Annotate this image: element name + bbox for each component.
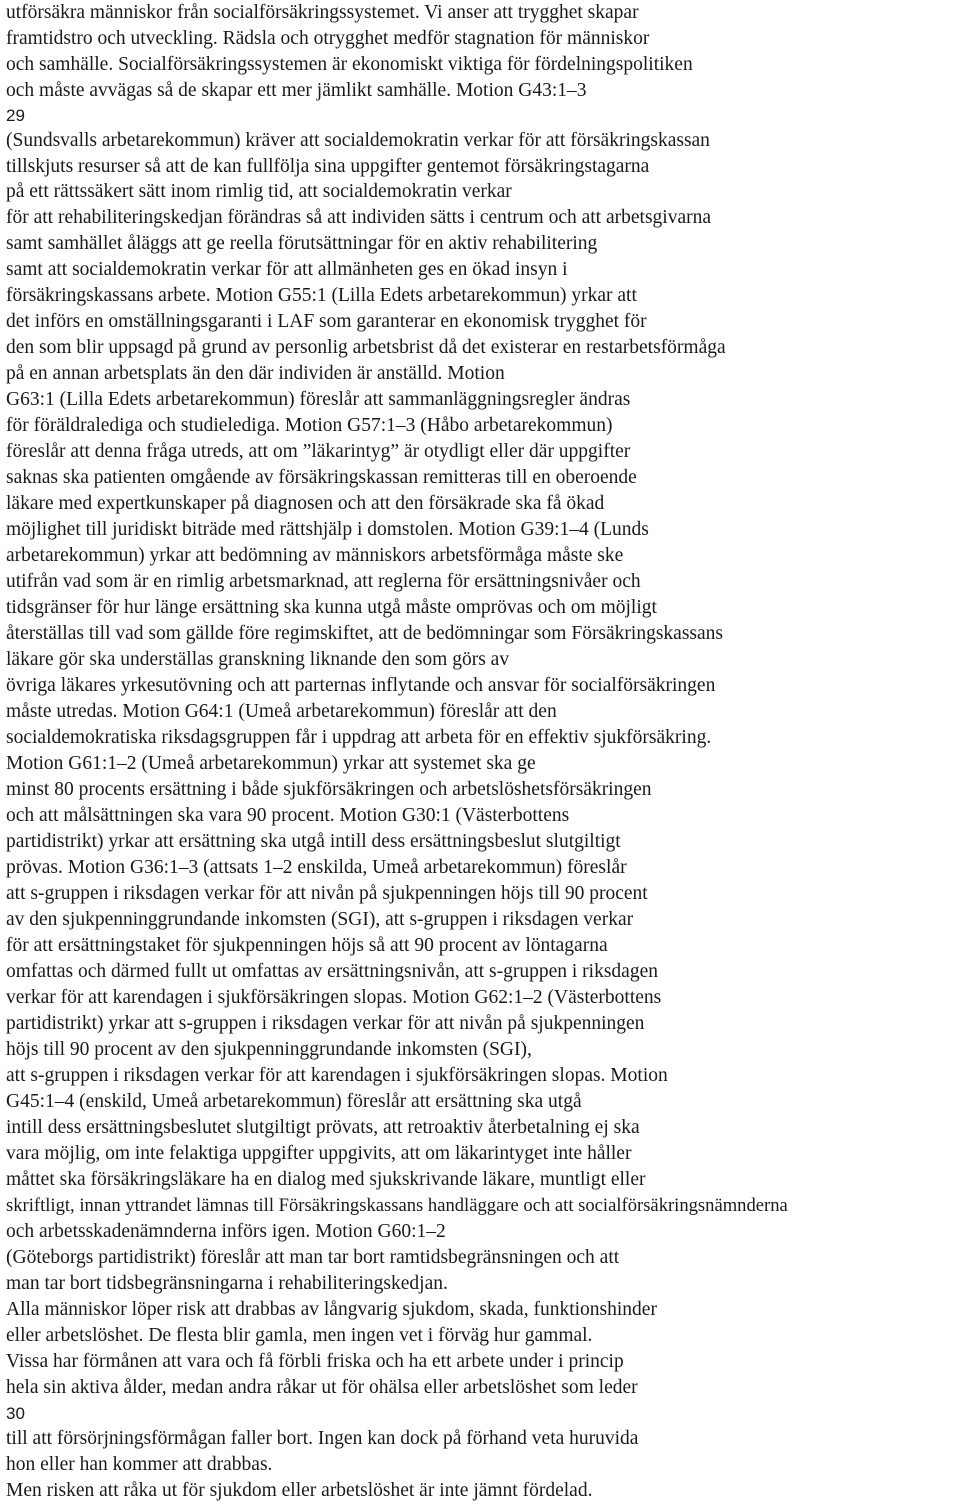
text-line: saknas ska patienten omgående av försäkringskassan remitteras till en oberoende (6, 467, 637, 488)
text-line: socialdemokratiska riksdagsgruppen får i uppdrag att arbeta för en effektiv sjukförsäkring. (6, 727, 712, 748)
text-line: samt att socialdemokratin verkar för att allmänheten ges en ökad insyn i (6, 259, 568, 280)
text-line: återställas till vad som gällde före regimskiftet, att de bedömningar som Försäkringskassans (6, 623, 724, 644)
text-line: och att målsättningen ska vara 90 procent. Motion G30:1 (Västerbottens (6, 805, 570, 826)
text-line: försäkringskassans arbete. Motion G55:1 (Lilla Edets arbetarekommun) yrkar att (6, 285, 637, 306)
text-line: måttet ska försäkringsläkare ha en dialog med sjukskrivande läkare, muntligt eller (6, 1169, 646, 1190)
text-line: partidistrikt) yrkar att ersättning ska utgå intill dess ersättningsbeslut slutgiltigt (6, 831, 621, 852)
text-line: hela sin aktiva ålder, medan andra råkar ut för ohälsa eller arbetslöshet som leder (6, 1377, 638, 1398)
text-line: framtidstro och utveckling. Rädsla och otrygghet medför stagnation för människor (6, 28, 650, 49)
text-line: för att rehabiliteringskedjan förändras så att individen sätts i centrum och att arbetsgivarna (6, 207, 712, 228)
text-line: partidistrikt) yrkar att s-gruppen i riksdagen verkar för att nivån på sjukpenningen (6, 1013, 645, 1034)
text-line: på en annan arbetsplats än den där individen är anställd. Motion (6, 363, 505, 384)
text-line: läkare gör ska underställas granskning liknande den som görs av (6, 649, 510, 670)
text-line: Vissa har förmånen att vara och få förbli friska och ha ett arbete under i princip (6, 1351, 624, 1372)
text-line: G63:1 (Lilla Edets arbetarekommun) föreslår att sammanläggningsregler ändras (6, 389, 631, 410)
text-line: man tar bort tidsbegränsningarna i rehabiliteringskedjan. (6, 1273, 448, 1294)
text-line: och måste avvägas så de skapar ett mer jämlikt samhälle. Motion G43:1–3 (6, 80, 587, 101)
text-line: verkar för att karendagen i sjukförsäkringen slopas. Motion G62:1–2 (Västerbottens (6, 987, 662, 1008)
text-line: av den sjukpenninggrundande inkomsten (SGI), att s-gruppen i riksdagen verkar (6, 909, 634, 930)
text-line: G45:1–4 (enskild, Umeå arbetarekommun) föreslår att ersättning ska utgå (6, 1091, 582, 1112)
text-line: skriftligt, innan yttrandet lämnas till Försäkringskassans handläggare och att socialförsäkringsnämnderna (6, 1195, 788, 1216)
text-line: samt samhället åläggs att ge reella förutsättningar för en aktiv rehabilitering (6, 233, 598, 254)
text-line: övriga läkares yrkesutövning och att parternas inflytande och ansvar för socialförsäkringen (6, 675, 716, 696)
text-line: Motion G61:1–2 (Umeå arbetarekommun) yrkar att systemet ska ge (6, 753, 536, 774)
text-line: (Göteborgs partidistrikt) föreslår att man tar bort ramtidsbegränsningen och att (6, 1247, 620, 1268)
text-line: läkare med expertkunskaper på diagnosen och att den försäkrade ska få ökad (6, 493, 605, 514)
text-line: utifrån vad som är en rimlig arbetsmarknad, att reglerna för ersättningsnivåer och (6, 571, 641, 592)
text-line: tillskjuts resurser så att de kan fullfölja sina uppgifter gentemot försäkringstagarna (6, 156, 650, 177)
text-line: på ett rättssäkert sätt inom rimlig tid, att socialdemokratin verkar (6, 181, 512, 202)
text-line: måste utredas. Motion G64:1 (Umeå arbetarekommun) föreslår att den (6, 701, 557, 722)
text-line: den som blir uppsagd på grund av personlig arbetsbrist då det existerar en restarbetsförmåga (6, 337, 726, 358)
page-number: 30 (6, 1404, 25, 1423)
text-line: eller arbetslöshet. De flesta blir gamla, men ingen vet i förväg hur gammal. (6, 1325, 593, 1346)
text-line: det införs en omställningsgaranti i LAF som garanterar en ekonomisk trygghet för (6, 311, 647, 332)
text-line: hon eller han kommer att drabbas. (6, 1454, 273, 1475)
text-line: arbetarekommun) yrkar att bedömning av människors arbetsförmåga måste ske (6, 545, 624, 566)
text-line: Alla människor löper risk att drabbas av långvarig sjukdom, skada, funktionshinder (6, 1299, 657, 1320)
text-line: omfattas och därmed fullt ut omfattas av ersättningsnivån, att s-gruppen i riksdagen (6, 961, 658, 982)
text-line: intill dess ersättningsbeslutet slutgiltigt prövats, att retroaktiv återbetalning ej ska (6, 1117, 640, 1138)
text-line: prövas. Motion G36:1–3 (attsats 1–2 enskilda, Umeå arbetarekommun) föreslår (6, 857, 627, 878)
text-line: föreslår att denna fråga utreds, att om ”läkarintyg” är otydligt eller där uppgifter (6, 441, 631, 462)
text-line: minst 80 procents ersättning i både sjukförsäkringen och arbetslöshetsförsäkringen (6, 779, 652, 800)
text-line: tidsgränser för hur länge ersättning ska kunna utgå måste omprövas och om möjligt (6, 597, 657, 618)
text-line: utförsäkra människor från socialförsäkringssystemet. Vi anser att trygghet skapar (6, 2, 639, 23)
text-line: och samhälle. Socialförsäkringssystemen är ekonomiskt viktiga för fördelningspolitiken (6, 54, 693, 75)
text-line: att s-gruppen i riksdagen verkar för att nivån på sjukpenningen höjs till 90 procent (6, 883, 648, 904)
text-line: Men risken att råka ut för sjukdom eller arbetslöshet är inte jämnt fördelad. (6, 1480, 593, 1501)
text-line: att s-gruppen i riksdagen verkar för att karendagen i sjukförsäkringen slopas. Motion (6, 1065, 668, 1086)
text-line: (Sundsvalls arbetarekommun) kräver att socialdemokratin verkar för att försäkringskassan (6, 130, 710, 151)
text-line: och arbetsskadenämnderna införs igen. Motion G60:1–2 (6, 1221, 446, 1242)
text-line: till att försörjningsförmågan faller bort. Ingen kan dock på förhand veta huruvida (6, 1428, 639, 1449)
text-line: för föräldralediga och studielediga. Motion G57:1–3 (Håbo arbetarekommun) (6, 415, 613, 436)
text-line: möjlighet till juridiskt biträde med rättshjälp i domstolen. Motion G39:1–4 (Lunds (6, 519, 649, 540)
page-number: 29 (6, 106, 25, 125)
text-line: höjs till 90 procent av den sjukpenninggrundande inkomsten (SGI), (6, 1039, 532, 1060)
text-line: för att ersättningstaket för sjukpenningen höjs så att 90 procent av löntagarna (6, 935, 608, 956)
text-line: vara möjlig, om inte felaktiga uppgifter uppgivits, att om läkarintyget inte håller (6, 1143, 632, 1164)
